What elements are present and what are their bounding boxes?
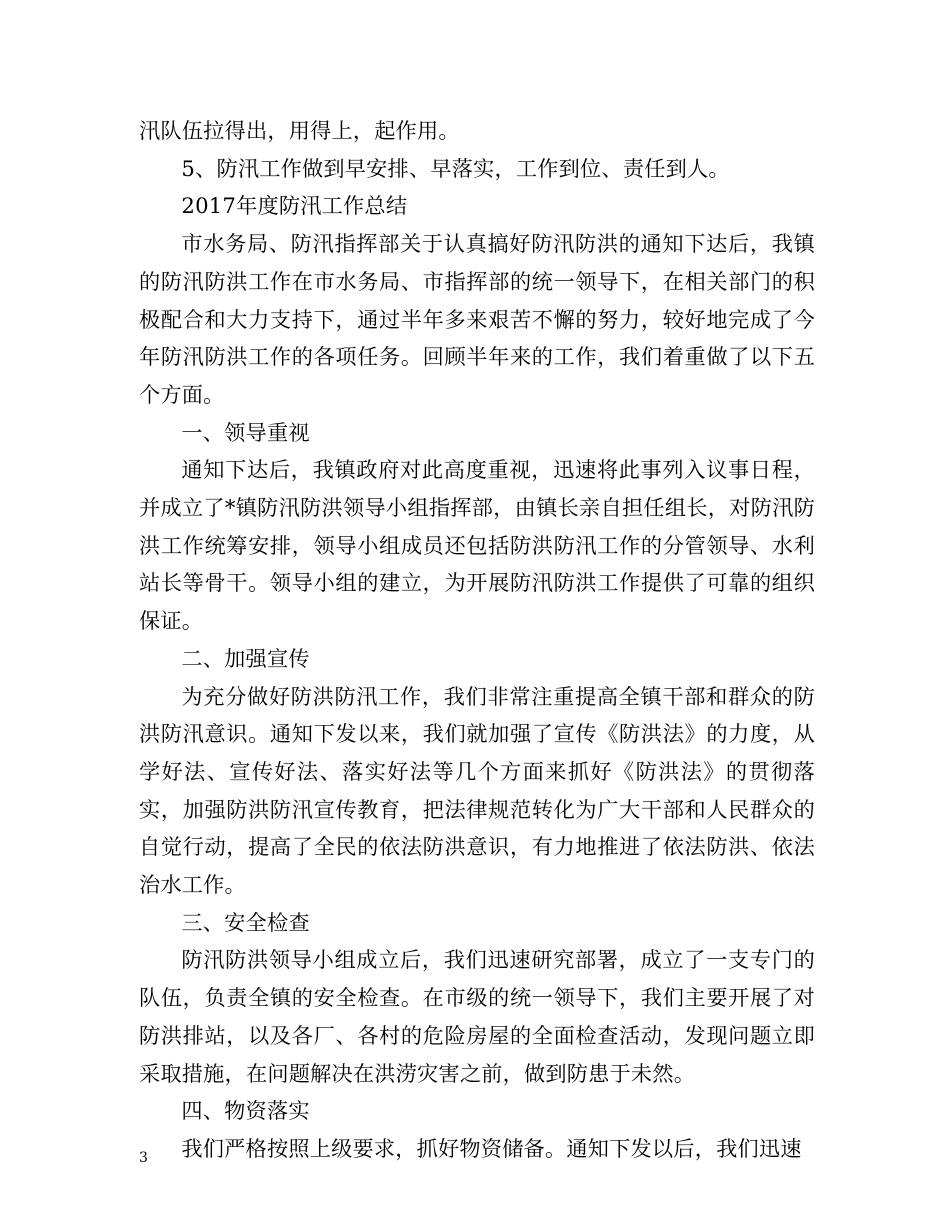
section-paragraph-2: 为充分做好防洪防汛工作，我们非常注重提高全镇干部和群众的防洪防汛意识。通知下发以来，我们就加强了宣传《防洪法》的力度，从学好法、宣传好法、落实好法等几个方面来抓好《防洪法》的贯彻落实，加强防洪防汛宣传教育，把法律规范转化为广大干部和人民群众的自觉行动，提高了全民的依法防洪意识，有力地推进了依法防洪、依法治水工作。 (139, 683, 815, 898)
section-paragraph-4: 我们严格按照上级要求，抓好物资储备。通知下发以后，我们迅速 (181, 1135, 802, 1161)
intro-paragraph: 市水务局、防汛指挥部关于认真搞好防汛防洪的通知下达后，我镇的防汛防洪工作在市水务局、市指挥部的统一领导下，在相关部门的积极配合和大力支持下，通过半年多来艰苦不懈的努力，较好地完成了今年防汛防洪工作的各项任务。回顾半年来的工作，我们着重做了以下五个方面。 (139, 231, 815, 407)
section-paragraph-1: 通知下达后，我镇政府对此高度重视，迅速将此事列入议事日程，并成立了*镇防汛防洪领导小组指挥部，由镇长亲自担任组长，对防汛防洪工作统筹安排，领导小组成员还包括防洪防汛工作的分管领导、水利站长等骨干。领导小组的建立，为开展防汛防洪工作提供了可靠的组织保证。 (139, 457, 815, 634)
section-heading-2: 二、加强宣传 (181, 645, 310, 671)
list-item-5: 5、防汛工作做到早安排、早落实，工作到位、责任到人。 (181, 155, 730, 181)
document-title: 2017年度防汛工作总结 (181, 193, 408, 219)
section-paragraph-3: 防汛防洪领导小组成立后，我们迅速研究部署，成立了一支专门的队伍，负责全镇的安全检查。在市级的统一领导下，我们主要开展了对防洪排站，以及各厂、各村的危险房屋的全面检查活动，发现问题立即采取措施，在问题解决在洪涝灾害之前，做到防患于未然。 (139, 947, 815, 1086)
section-heading-3: 三、安全检查 (181, 909, 310, 935)
section-heading-1: 一、领导重视 (181, 419, 310, 445)
document-body (139, 112, 815, 1168)
paragraph-continuation: 汛队伍拉得出，用得上，起作用。 (139, 118, 460, 143)
section-heading-4: 四、物资落实 (181, 1098, 310, 1124)
page-number: 3 (139, 1150, 148, 1166)
